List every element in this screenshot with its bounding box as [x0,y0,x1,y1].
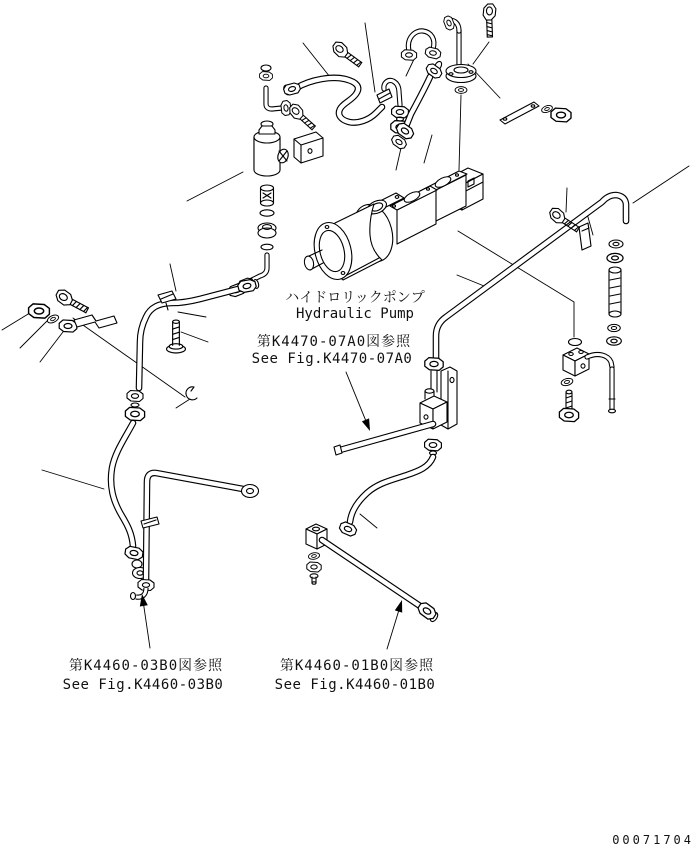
labels [63,290,694,847]
right-long-pipe [436,195,626,422]
strap-plate [500,102,539,124]
washer-f [308,552,320,560]
o-ring-2 [260,210,274,216]
hydraulic-pump [303,168,483,283]
hex-nut-left [29,304,50,318]
ref-pump-circuit-en: See Fig.K4470-07A0 [251,351,413,367]
pump-label-ja: ハイドロリックポンプ [285,290,425,306]
top-tube-assembly [283,40,410,134]
diagonal-pipe [322,540,439,623]
o-ring-right [569,339,582,346]
washer-c [608,324,621,331]
top-bolt [330,40,364,70]
orifice-top [261,185,274,191]
o-ring-3 [261,244,273,250]
center-block-assembly [306,358,457,623]
washer-a [609,240,623,248]
supply-pipe-open-end [334,424,433,455]
u-hose [401,31,441,60]
upward-bolt [559,390,578,421]
plug-fitting [307,562,321,584]
lower-left-hoses [111,391,258,600]
washer-b [607,253,623,262]
washer-d [607,337,622,345]
valve-block [254,126,290,176]
arrowhead-center [395,600,402,613]
ref-left-line-en: See Fig.K4460-03B0 [62,677,224,693]
flange-block [306,524,327,549]
round-plug [258,223,276,238]
c-clip [186,387,197,400]
ref-left-line-ja: 第K4460-03B0図参照 [68,658,224,674]
u-tube-drop [587,355,616,413]
ref-center-line-en: See Fig.K4460-01B0 [274,677,436,693]
s-hose [338,457,433,537]
return-pipe [131,473,259,600]
washer-e [560,377,573,387]
l-bracket [294,132,323,163]
vertical-bolt [483,4,497,37]
arrowhead-pump-circuit [362,418,370,431]
spacer-tube [609,267,621,317]
hex-nut [551,108,571,122]
small-washer [455,87,467,94]
z-strap-bracket [59,315,117,332]
bracket-bolt [287,102,319,132]
elbow-pipe-with-flange [442,15,476,83]
ref-center-line-ja: 第K4460-01B0図参照 [279,658,435,674]
ref-pump-circuit-ja: 第K4470-07A0図参照 [256,334,412,350]
plug [260,72,273,81]
clamp-stud [167,320,186,353]
drawing-number: 00071704 [612,833,694,847]
pump-label-en: Hydraulic Pump [295,306,415,322]
curved-hose [111,423,147,579]
pipe-clamp-tab [579,223,591,250]
bolt-left [54,288,91,316]
hose-block [563,348,589,376]
reference-arrows [140,372,402,649]
